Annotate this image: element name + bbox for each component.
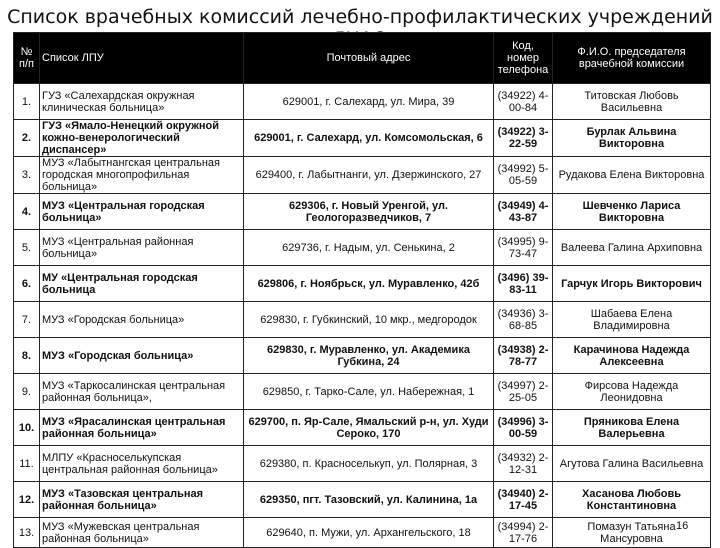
chairman-name: Шевченко Лариса Викторовна: [553, 194, 711, 230]
phone-code: (34994) 2-17-76: [494, 518, 553, 548]
postal-address: 629830, г. Муравленко, ул. Академика Губкина, 24: [244, 338, 494, 374]
phone-code: (34996) 3-00-59: [494, 410, 553, 446]
chairman-name: Валеева Галина Архиповна: [553, 230, 711, 266]
chairman-name: Фирсова Надежда Леонидовна: [553, 374, 711, 410]
table-header-row: [14, 33, 711, 84]
row-number: 8.: [14, 338, 40, 374]
phone-code: (34938) 2-78-77: [494, 338, 553, 374]
table-row: [14, 157, 711, 194]
col-header-address: Почтовый адрес: [244, 33, 494, 84]
row-number: 9.: [14, 374, 40, 410]
page-number: 16: [676, 520, 689, 532]
table-row: [14, 84, 711, 120]
row-number: 11.: [14, 446, 40, 482]
row-number: 3.: [14, 157, 40, 194]
table-row: [14, 482, 711, 518]
table-row: [14, 194, 711, 230]
phone-code: (34940) 2-17-45: [494, 482, 553, 518]
col-header-head: Ф.И.О. председателя врачебной комиссии: [553, 33, 711, 84]
postal-address: 629850, г. Тарко-Сале, ул. Набережная, 1: [244, 374, 494, 410]
institution-name: МУЗ «Городская больница»: [40, 302, 244, 338]
postal-address: 629001, г. Салехард, ул. Мира, 39: [244, 84, 494, 120]
chairman-name: Рудакова Елена Викторовна: [553, 157, 711, 194]
institution-name: МУЗ «Тазовская центральная районная больница»: [40, 482, 244, 518]
phone-code: (34932) 2-12-31: [494, 446, 553, 482]
page-title: Список врачебных комиссий лечебно-профилактических учреждений: [7, 6, 713, 28]
postal-address: 629830, г. Губкинский, 10 мкр., медгородок: [244, 302, 494, 338]
institution-name: ГУЗ «Салехардская окружная клиническая больница»: [40, 84, 244, 120]
chairman-name: Агутова Галина Васильевна: [553, 446, 711, 482]
postal-address: 629640, п. Мужи, ул. Архангельского, 18: [244, 518, 494, 548]
phone-code: (34922) 3-22-59: [494, 120, 553, 157]
col-header-num: № п/п: [14, 33, 40, 84]
phone-code: (34992) 5-05-59: [494, 157, 553, 194]
postal-address: 629736, г. Надым, ул. Сенькина, 2: [244, 230, 494, 266]
phone-code: (34922) 4-00-84: [494, 84, 553, 120]
phone-code: (34997) 2-25-05: [494, 374, 553, 410]
institution-name: МУЗ «Мужевская центральная районная больница»: [40, 518, 244, 548]
commissions-table: [13, 32, 711, 548]
table-row: [14, 410, 711, 446]
table-row: [14, 230, 711, 266]
institution-name: МЛПУ «Красноселькупская центральная районная больница»: [40, 446, 244, 482]
table-row: [14, 374, 711, 410]
col-header-code: Код, номер телефона: [494, 33, 553, 84]
institution-name: МУЗ «Лабытнангская центральная городская многопрофильная больница»: [40, 157, 244, 194]
chairman-name: Шабаева Елена Владимировна: [553, 302, 711, 338]
institution-name: МУЗ «Таркосалинская центральная районная больница»,: [40, 374, 244, 410]
chairman-name: Гарчук Игорь Викторович: [553, 266, 711, 302]
chairman-name: Пряникова Елена Валерьевна: [553, 410, 711, 446]
row-number: 5.: [14, 230, 40, 266]
institution-name: ГУЗ «Ямало-Ненецкий окружной кожно-венерологический диспансер»: [40, 120, 244, 157]
row-number: 2.: [14, 120, 40, 157]
row-number: 12.: [14, 482, 40, 518]
institution-name: МУЗ «Центральная районная больница»: [40, 230, 244, 266]
phone-code: (3496) 39-83-11: [494, 266, 553, 302]
row-number: 10.: [14, 410, 40, 446]
row-number: 6.: [14, 266, 40, 302]
row-number: 4.: [14, 194, 40, 230]
row-number: 13.: [14, 518, 40, 548]
chairman-name: Помазун Татьяна Мансуровна: [553, 518, 711, 548]
row-number: 7.: [14, 302, 40, 338]
table-row: [14, 120, 711, 157]
chairman-name: Бурлак Альвина Викторовна: [553, 120, 711, 157]
table-row: [14, 302, 711, 338]
phone-code: (34949) 4-43-87: [494, 194, 553, 230]
institution-name: МУЗ «Ярасалинская центральная районная больница»: [40, 410, 244, 446]
postal-address: 629400, г. Лабытнанги, ул. Дзержинского, 27: [244, 157, 494, 194]
postal-address: 629380, п. Красноселькуп, ул. Полярная, 3: [244, 446, 494, 482]
postal-address: 629306, г. Новый Уренгой, ул. Геологоразведчиков, 7: [244, 194, 494, 230]
postal-address: 629806, г. Ноябрьск, ул. Муравленко, 42б: [244, 266, 494, 302]
row-number: 1.: [14, 84, 40, 120]
institution-name: МУ «Центральная городская больница: [40, 266, 244, 302]
institution-name: МУЗ «Центральная городская больница»: [40, 194, 244, 230]
table-row: [14, 518, 711, 548]
table-row: [14, 338, 711, 374]
postal-address: 629700, п. Яр-Сале, Ямальский р-н, ул. Худи Сероко, 170: [244, 410, 494, 446]
chairman-name: Хасанова Любовь Константиновна: [553, 482, 711, 518]
table-row: [14, 266, 711, 302]
postal-address: 629350, пгт. Тазовский, ул. Калинина, 1а: [244, 482, 494, 518]
chairman-name: Титовская Любовь Васильевна: [553, 84, 711, 120]
table-row: [14, 446, 711, 482]
col-header-name: Список ЛПУ: [40, 33, 244, 84]
phone-code: (34995) 9-73-47: [494, 230, 553, 266]
phone-code: (34936) 3-68-85: [494, 302, 553, 338]
postal-address: 629001, г. Салехард, ул. Комсомольская, 6: [244, 120, 494, 157]
institution-name: МУЗ «Городская больница»: [40, 338, 244, 374]
chairman-name: Карачинова Надежда Алексеевна: [553, 338, 711, 374]
